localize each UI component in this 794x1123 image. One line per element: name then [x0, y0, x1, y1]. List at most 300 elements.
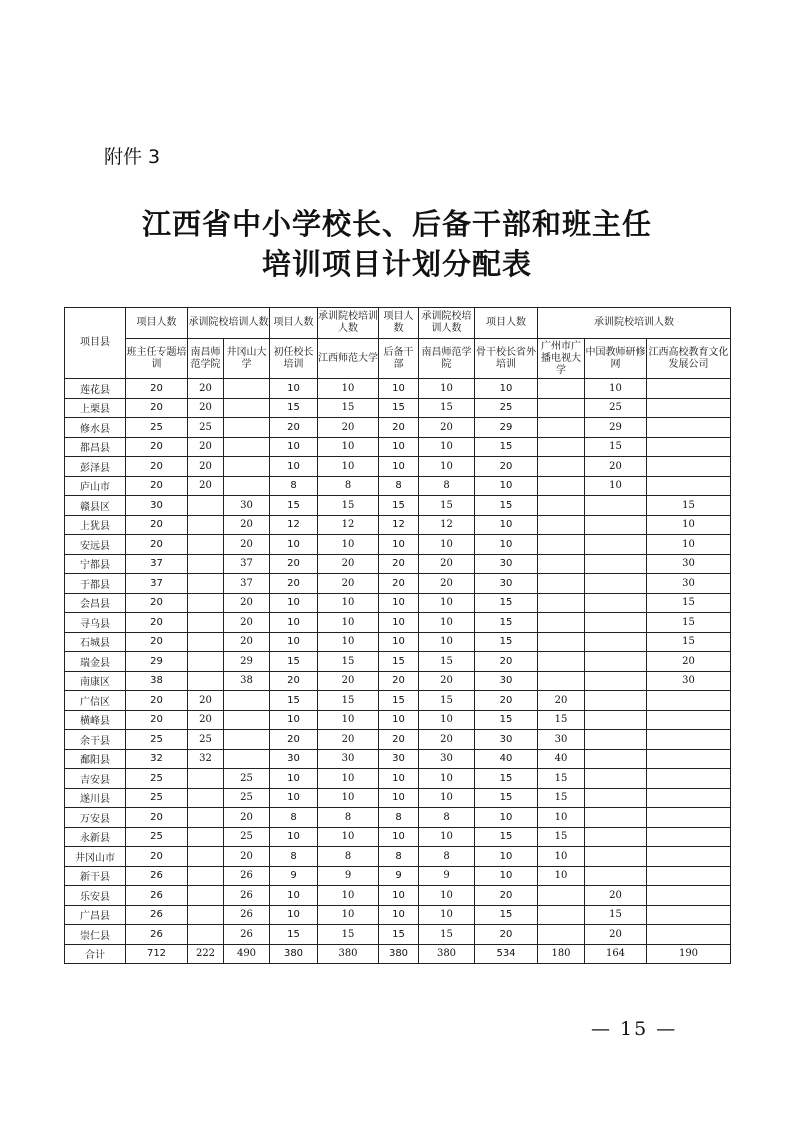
cell-china-teacher-net: [585, 593, 647, 613]
cell-jiangxi-culture: 15: [647, 613, 731, 633]
cell-backbone-count: 15: [475, 496, 538, 516]
cell-principal-count: 12: [270, 515, 318, 535]
cell-teacher-count: 26: [126, 925, 188, 945]
cell-teacher-count: 20: [126, 593, 188, 613]
cell-jiangxi-culture: [647, 437, 731, 457]
cell-jiangxi-normal: 20: [318, 554, 379, 574]
cell-jiangxi-normal: 10: [318, 613, 379, 633]
cell-principal-count: 15: [270, 652, 318, 672]
cell-guangzhou-tv: [538, 554, 585, 574]
cell-guangzhou-tv: [538, 418, 585, 438]
cell-principal-count: 10: [270, 613, 318, 633]
cell-china-teacher-net: 10: [585, 379, 647, 399]
cell-jiangxi-culture: [647, 769, 731, 789]
cell-jiangxi-normal: 10: [318, 886, 379, 906]
cell-county: 安远县: [65, 535, 126, 555]
table-row: [65, 379, 731, 399]
cell-principal-count: 10: [270, 437, 318, 457]
cell-jiangxi-culture: [647, 398, 731, 418]
cell-guangzhou-tv: [538, 476, 585, 496]
cell-nanchang-normal-2: 10: [419, 827, 475, 847]
cell-jinggangshan: [224, 691, 270, 711]
cell-nanchang-normal-2: 10: [419, 788, 475, 808]
cell-jiangxi-normal: 15: [318, 398, 379, 418]
cell-county: 寻乌县: [65, 613, 126, 633]
cell-nanchang-normal: [188, 905, 224, 925]
cell-teacher-count: 20: [126, 457, 188, 477]
cell-nanchang-normal: [188, 535, 224, 555]
cell-county: 新干县: [65, 866, 126, 886]
cell-jinggangshan: [224, 710, 270, 730]
cell-china-teacher-net: [585, 730, 647, 750]
cell-backbone-count: 20: [475, 925, 538, 945]
cell-nanchang-normal: [188, 866, 224, 886]
cell-county: 吉安县: [65, 769, 126, 789]
cell-nanchang-normal: [188, 574, 224, 594]
cell-jiangxi-culture: [647, 476, 731, 496]
cell-principal-count: 10: [270, 535, 318, 555]
cell-county: 崇仁县: [65, 925, 126, 945]
cell-nanchang-normal: [188, 554, 224, 574]
cell-jinggangshan: 26: [224, 866, 270, 886]
cell-china-teacher-net: [585, 788, 647, 808]
cell-principal-count: 9: [270, 866, 318, 886]
cell-jiangxi-normal: 8: [318, 808, 379, 828]
table-body: [65, 379, 731, 964]
cell-jiangxi-normal: 10: [318, 769, 379, 789]
cell-nanchang-normal-2: 30: [419, 749, 475, 769]
cell-jinggangshan: 25: [224, 788, 270, 808]
cell-jiangxi-normal: 10: [318, 379, 379, 399]
header-jinggangshan: 井冈山大学: [224, 339, 270, 379]
cell-county: 广昌县: [65, 905, 126, 925]
attachment-label: 附件 3: [104, 146, 161, 168]
cell-principal-count: 10: [270, 632, 318, 652]
cell-reserve-count: 10: [379, 769, 419, 789]
cell-reserve-count: 20: [379, 574, 419, 594]
header-backbone-count: 项目人数: [475, 308, 538, 339]
cell-jiangxi-normal: 15: [318, 496, 379, 516]
cell-backbone-count: 15: [475, 788, 538, 808]
header-backbone-institutions: 承训院校培训人数: [538, 308, 731, 339]
cell-reserve-count: 10: [379, 613, 419, 633]
cell-guangzhou-tv: [538, 613, 585, 633]
cell-county: 广信区: [65, 691, 126, 711]
cell-principal-count: 10: [270, 710, 318, 730]
cell-jiangxi-normal: 15: [318, 652, 379, 672]
cell-county: 于都县: [65, 574, 126, 594]
cell-china-teacher-net: [585, 847, 647, 867]
cell-backbone-count: 10: [475, 866, 538, 886]
cell-jiangxi-culture: 15: [647, 632, 731, 652]
cell-nanchang-normal: 20: [188, 476, 224, 496]
cell-backbone-count: 15: [475, 593, 538, 613]
header-new-principal: 初任校长培训: [270, 339, 318, 379]
cell-jiangxi-normal: 12: [318, 515, 379, 535]
cell-teacher-count: 20: [126, 398, 188, 418]
cell-backbone-count: 29: [475, 418, 538, 438]
cell-nanchang-normal-2: 15: [419, 496, 475, 516]
cell-nanchang-normal: [188, 847, 224, 867]
cell-principal-count: 15: [270, 496, 318, 516]
cell-guangzhou-tv: [538, 398, 585, 418]
cell-county: 万安县: [65, 808, 126, 828]
table-row: [65, 905, 731, 925]
table-row: [65, 749, 731, 769]
header-nanchang-normal-2: 南昌师范学院: [419, 339, 475, 379]
cell-teacher-count: 20: [126, 379, 188, 399]
total-cell-nanchang-normal: 222: [188, 944, 224, 964]
cell-guangzhou-tv: 15: [538, 827, 585, 847]
cell-nanchang-normal-2: 10: [419, 632, 475, 652]
cell-backbone-count: 15: [475, 437, 538, 457]
cell-jinggangshan: 26: [224, 905, 270, 925]
table-row: [65, 827, 731, 847]
cell-nanchang-normal-2: 10: [419, 437, 475, 457]
cell-guangzhou-tv: 40: [538, 749, 585, 769]
cell-guangzhou-tv: [538, 515, 585, 535]
cell-reserve-count: 10: [379, 632, 419, 652]
cell-backbone-count: 30: [475, 730, 538, 750]
cell-backbone-count: 15: [475, 632, 538, 652]
cell-guangzhou-tv: [538, 379, 585, 399]
cell-nanchang-normal: [188, 496, 224, 516]
table-row: [65, 418, 731, 438]
cell-guangzhou-tv: 10: [538, 847, 585, 867]
cell-principal-count: 8: [270, 847, 318, 867]
cell-nanchang-normal: 20: [188, 691, 224, 711]
cell-nanchang-normal: [188, 632, 224, 652]
total-cell-teacher-count: 712: [126, 944, 188, 964]
table-row: [65, 437, 731, 457]
cell-nanchang-normal-2: 20: [419, 418, 475, 438]
cell-nanchang-normal-2: 20: [419, 554, 475, 574]
cell-nanchang-normal-2: 10: [419, 905, 475, 925]
total-cell-backbone-count: 534: [475, 944, 538, 964]
cell-county: 乐安县: [65, 886, 126, 906]
cell-nanchang-normal-2: 10: [419, 457, 475, 477]
cell-jinggangshan: 26: [224, 925, 270, 945]
cell-reserve-count: 15: [379, 925, 419, 945]
cell-nanchang-normal-2: 8: [419, 847, 475, 867]
cell-nanchang-normal-2: 15: [419, 691, 475, 711]
cell-guangzhou-tv: [538, 574, 585, 594]
cell-jiangxi-normal: 20: [318, 574, 379, 594]
cell-reserve-count: 10: [379, 593, 419, 613]
cell-china-teacher-net: [585, 613, 647, 633]
cell-teacher-count: 20: [126, 613, 188, 633]
table-row: [65, 457, 731, 477]
cell-jiangxi-normal: 10: [318, 535, 379, 555]
cell-principal-count: 10: [270, 379, 318, 399]
table-row: [65, 925, 731, 945]
cell-teacher-count: 20: [126, 535, 188, 555]
cell-reserve-count: 15: [379, 691, 419, 711]
cell-teacher-count: 20: [126, 847, 188, 867]
total-cell-jiangxi-culture: 190: [647, 944, 731, 964]
cell-teacher-count: 20: [126, 515, 188, 535]
cell-jiangxi-culture: 15: [647, 593, 731, 613]
cell-backbone-count: 20: [475, 691, 538, 711]
cell-reserve-count: 20: [379, 730, 419, 750]
cell-backbone-count: 10: [475, 808, 538, 828]
cell-china-teacher-net: 20: [585, 925, 647, 945]
cell-jiangxi-normal: 20: [318, 730, 379, 750]
cell-teacher-count: 20: [126, 808, 188, 828]
cell-jiangxi-culture: 30: [647, 574, 731, 594]
cell-backbone-count: 15: [475, 710, 538, 730]
document-title-line2: 培训项目计划分配表: [261, 247, 532, 281]
cell-reserve-count: 10: [379, 905, 419, 925]
cell-county: 上犹县: [65, 515, 126, 535]
header-county: 项目县: [65, 308, 126, 379]
table-row: [65, 730, 731, 750]
cell-nanchang-normal: [188, 515, 224, 535]
cell-jinggangshan: 29: [224, 652, 270, 672]
cell-jinggangshan: 38: [224, 671, 270, 691]
cell-principal-count: 20: [270, 554, 318, 574]
cell-jiangxi-normal: 10: [318, 632, 379, 652]
cell-reserve-count: 30: [379, 749, 419, 769]
cell-jiangxi-culture: [647, 866, 731, 886]
cell-reserve-count: 10: [379, 535, 419, 555]
cell-jinggangshan: [224, 398, 270, 418]
page-number: — 15 —: [591, 1018, 678, 1040]
cell-county: 都昌县: [65, 437, 126, 457]
cell-china-teacher-net: [585, 671, 647, 691]
cell-reserve-count: 10: [379, 827, 419, 847]
cell-nanchang-normal-2: 15: [419, 398, 475, 418]
cell-reserve-count: 10: [379, 379, 419, 399]
cell-principal-count: 15: [270, 925, 318, 945]
cell-nanchang-normal: 20: [188, 457, 224, 477]
cell-jinggangshan: 30: [224, 496, 270, 516]
cell-county: 井冈山市: [65, 847, 126, 867]
header-guangzhou-tv: 广州市广播电视大学: [538, 339, 585, 379]
table-row: [65, 515, 731, 535]
cell-jiangxi-culture: [647, 905, 731, 925]
cell-china-teacher-net: [585, 574, 647, 594]
header-jiangxi-culture: 江西高校教育文化发展公司: [647, 339, 731, 379]
table-row: [65, 496, 731, 516]
total-cell-nanchang-normal-2: 380: [419, 944, 475, 964]
cell-teacher-count: 26: [126, 886, 188, 906]
cell-county: 石城县: [65, 632, 126, 652]
cell-county: 横峰县: [65, 710, 126, 730]
cell-guangzhou-tv: 15: [538, 788, 585, 808]
cell-nanchang-normal-2: 15: [419, 652, 475, 672]
cell-principal-count: 20: [270, 671, 318, 691]
total-cell-county: 合计: [65, 944, 126, 964]
cell-principal-count: 10: [270, 593, 318, 613]
cell-china-teacher-net: [585, 749, 647, 769]
cell-backbone-count: 15: [475, 769, 538, 789]
cell-guangzhou-tv: [538, 652, 585, 672]
cell-principal-count: 10: [270, 905, 318, 925]
cell-jiangxi-normal: 10: [318, 788, 379, 808]
cell-county: 会昌县: [65, 593, 126, 613]
header-teacher-count: 项目人数: [126, 308, 188, 339]
cell-jiangxi-culture: [647, 730, 731, 750]
header-principal-institution: 承训院校培训人数: [318, 308, 379, 339]
cell-county: 南康区: [65, 671, 126, 691]
cell-backbone-count: 10: [475, 476, 538, 496]
cell-reserve-count: 12: [379, 515, 419, 535]
cell-guangzhou-tv: 10: [538, 866, 585, 886]
header-reserve-count: 项目人数: [379, 308, 419, 339]
cell-china-teacher-net: [585, 496, 647, 516]
cell-jiangxi-normal: 10: [318, 457, 379, 477]
cell-guangzhou-tv: 30: [538, 730, 585, 750]
cell-county: 瑞金县: [65, 652, 126, 672]
cell-teacher-count: 20: [126, 710, 188, 730]
table-row: [65, 691, 731, 711]
cell-jiangxi-culture: [647, 788, 731, 808]
cell-backbone-count: 10: [475, 535, 538, 555]
cell-nanchang-normal-2: 10: [419, 379, 475, 399]
cell-nanchang-normal: [188, 671, 224, 691]
cell-jiangxi-normal: 15: [318, 691, 379, 711]
cell-nanchang-normal: 25: [188, 418, 224, 438]
cell-teacher-count: 30: [126, 496, 188, 516]
table-row: [65, 671, 731, 691]
cell-backbone-count: 10: [475, 847, 538, 867]
cell-nanchang-normal: [188, 613, 224, 633]
table-row: [65, 554, 731, 574]
table-row: [65, 593, 731, 613]
cell-jinggangshan: [224, 457, 270, 477]
cell-nanchang-normal: [188, 593, 224, 613]
cell-principal-count: 15: [270, 398, 318, 418]
cell-principal-count: 10: [270, 457, 318, 477]
cell-china-teacher-net: 10: [585, 476, 647, 496]
cell-nanchang-normal-2: 10: [419, 535, 475, 555]
cell-nanchang-normal: 20: [188, 379, 224, 399]
cell-teacher-count: 20: [126, 691, 188, 711]
cell-nanchang-normal-2: 10: [419, 710, 475, 730]
cell-nanchang-normal-2: 10: [419, 769, 475, 789]
table-row: [65, 769, 731, 789]
cell-china-teacher-net: [585, 808, 647, 828]
cell-nanchang-normal: [188, 886, 224, 906]
cell-county: 彭泽县: [65, 457, 126, 477]
cell-china-teacher-net: [585, 866, 647, 886]
cell-jiangxi-culture: [647, 749, 731, 769]
cell-reserve-count: 10: [379, 457, 419, 477]
cell-jinggangshan: 20: [224, 535, 270, 555]
cell-guangzhou-tv: 15: [538, 769, 585, 789]
cell-guangzhou-tv: [538, 593, 585, 613]
cell-jinggangshan: [224, 437, 270, 457]
cell-county: 宁都县: [65, 554, 126, 574]
cell-jinggangshan: 26: [224, 886, 270, 906]
cell-principal-count: 20: [270, 730, 318, 750]
cell-teacher-count: 26: [126, 866, 188, 886]
total-cell-reserve-count: 380: [379, 944, 419, 964]
header-row-2: [65, 339, 731, 379]
cell-principal-count: 10: [270, 788, 318, 808]
header-reserve-institution: 承训院校培训人数: [419, 308, 475, 339]
cell-jiangxi-culture: [647, 457, 731, 477]
table-row: [65, 788, 731, 808]
cell-jiangxi-culture: [647, 808, 731, 828]
cell-county: 余干县: [65, 730, 126, 750]
cell-nanchang-normal: [188, 769, 224, 789]
cell-reserve-count: 10: [379, 710, 419, 730]
cell-jinggangshan: 20: [224, 808, 270, 828]
cell-jiangxi-normal: 20: [318, 671, 379, 691]
allocation-table: [64, 307, 731, 964]
cell-nanchang-normal: [188, 808, 224, 828]
cell-backbone-count: 30: [475, 671, 538, 691]
cell-jiangxi-culture: 15: [647, 496, 731, 516]
header-china-teacher-net: 中国教师研修网: [585, 339, 647, 379]
cell-jinggangshan: [224, 749, 270, 769]
cell-jiangxi-culture: 10: [647, 515, 731, 535]
total-cell-principal-count: 380: [270, 944, 318, 964]
cell-nanchang-normal: 32: [188, 749, 224, 769]
cell-china-teacher-net: 20: [585, 457, 647, 477]
cell-backbone-count: 15: [475, 905, 538, 925]
cell-nanchang-normal-2: 8: [419, 476, 475, 496]
cell-reserve-count: 15: [379, 398, 419, 418]
cell-nanchang-normal: [188, 788, 224, 808]
table-row: [65, 632, 731, 652]
cell-guangzhou-tv: [538, 905, 585, 925]
cell-jiangxi-culture: [647, 710, 731, 730]
cell-guangzhou-tv: [538, 632, 585, 652]
cell-jiangxi-normal: 8: [318, 476, 379, 496]
header-principal-count: 项目人数: [270, 308, 318, 339]
cell-county: 庐山市: [65, 476, 126, 496]
cell-backbone-count: 20: [475, 652, 538, 672]
table-row: [65, 652, 731, 672]
cell-china-teacher-net: [585, 827, 647, 847]
cell-county: 遂川县: [65, 788, 126, 808]
cell-backbone-count: 15: [475, 613, 538, 633]
cell-jiangxi-culture: 30: [647, 554, 731, 574]
cell-nanchang-normal: [188, 827, 224, 847]
cell-china-teacher-net: 15: [585, 437, 647, 457]
cell-jiangxi-normal: 8: [318, 847, 379, 867]
table-row: [65, 535, 731, 555]
cell-principal-count: 20: [270, 418, 318, 438]
cell-reserve-count: 9: [379, 866, 419, 886]
cell-jiangxi-normal: 9: [318, 866, 379, 886]
table-row: [65, 476, 731, 496]
cell-china-teacher-net: 20: [585, 886, 647, 906]
cell-nanchang-normal-2: 12: [419, 515, 475, 535]
cell-teacher-count: 38: [126, 671, 188, 691]
cell-nanchang-normal: 20: [188, 398, 224, 418]
cell-reserve-count: 8: [379, 476, 419, 496]
cell-jinggangshan: 20: [224, 613, 270, 633]
cell-reserve-count: 15: [379, 496, 419, 516]
total-cell-guangzhou-tv: 180: [538, 944, 585, 964]
cell-county: 上栗县: [65, 398, 126, 418]
cell-guangzhou-tv: [538, 437, 585, 457]
cell-jiangxi-culture: 10: [647, 535, 731, 555]
table-row: [65, 398, 731, 418]
cell-teacher-count: 20: [126, 437, 188, 457]
cell-jiangxi-normal: 10: [318, 710, 379, 730]
table-row: [65, 886, 731, 906]
header-reserve-cadre: 后备干部: [379, 339, 419, 379]
cell-jiangxi-culture: [647, 379, 731, 399]
cell-county: 莲花县: [65, 379, 126, 399]
cell-principal-count: 8: [270, 476, 318, 496]
document-title-line1: 江西省中小学校长、后备干部和班主任: [141, 207, 652, 241]
